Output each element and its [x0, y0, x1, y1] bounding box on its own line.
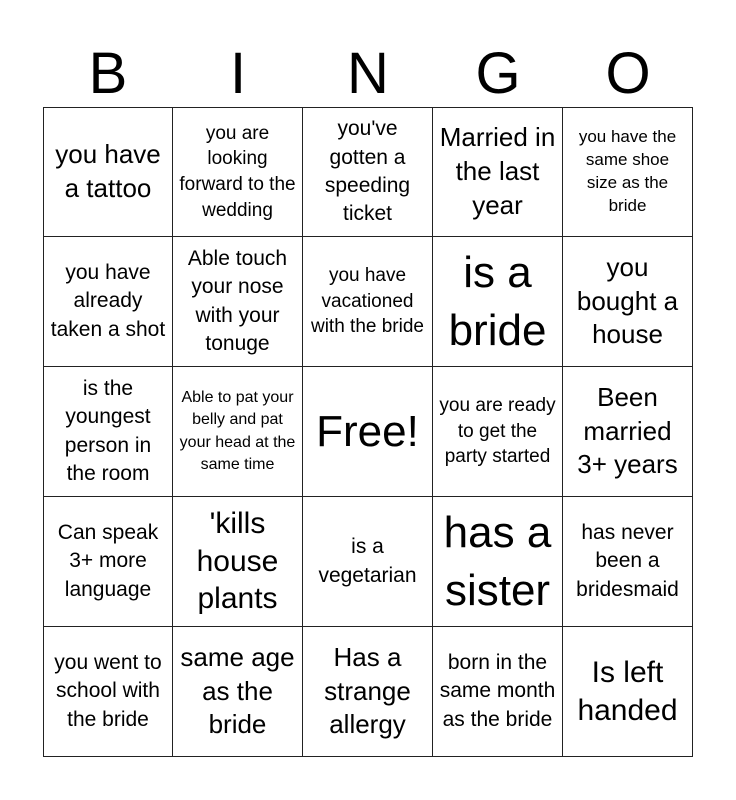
bingo-cell[interactable]: Married in the last year: [433, 107, 563, 237]
header-letter-g: G: [475, 41, 521, 106]
bingo-cell[interactable]: is the youngest person in the room: [43, 367, 173, 497]
bingo-cell[interactable]: you have the same shoe size as the bride: [563, 107, 693, 237]
bingo-card-grid: [43, 107, 693, 757]
bingo-cell[interactable]: has a sister: [433, 497, 563, 627]
header-letter-b: B: [88, 41, 128, 106]
bingo-cell[interactable]: you have already taken a shot: [43, 237, 173, 367]
bingo-cell[interactable]: born in the same month as the bride: [433, 627, 563, 757]
bingo-cell[interactable]: you have a tattoo: [43, 107, 173, 237]
bingo-cell[interactable]: you bought a house: [563, 237, 693, 367]
bingo-cell[interactable]: you've gotten a speeding ticket: [303, 107, 433, 237]
bingo-cell[interactable]: is a vegetarian: [303, 497, 433, 627]
bingo-cell[interactable]: has never been a bridesmaid: [563, 497, 693, 627]
header-letter-o: O: [605, 41, 651, 106]
bingo-cell[interactable]: you are ready to get the party started: [433, 367, 563, 497]
header-letter-i: I: [229, 41, 247, 106]
bingo-cell[interactable]: Able touch your nose with your tonuge: [173, 237, 303, 367]
header-letter-n: N: [347, 41, 389, 106]
bingo-cell[interactable]: same age as the bride: [173, 627, 303, 757]
bingo-cell[interactable]: you are looking forward to the wedding: [173, 107, 303, 237]
bingo-cell[interactable]: Has a strange allergy: [303, 627, 433, 757]
bingo-cell[interactable]: Can speak 3+ more language: [43, 497, 173, 627]
bingo-cell[interactable]: Is left handed: [563, 627, 693, 757]
bingo-cell[interactable]: Been married 3+ years: [563, 367, 693, 497]
bingo-cell[interactable]: you have vacationed with the bride: [303, 237, 433, 367]
bingo-cell[interactable]: you went to school with the bride: [43, 627, 173, 757]
free-space-cell[interactable]: Free!: [303, 367, 433, 497]
bingo-cell[interactable]: is a bride: [433, 237, 563, 367]
bingo-cell[interactable]: Able to pat your belly and pat your head at the same time: [173, 367, 303, 497]
bingo-header: [43, 40, 693, 108]
bingo-cell[interactable]: 'kills house plants: [173, 497, 303, 627]
